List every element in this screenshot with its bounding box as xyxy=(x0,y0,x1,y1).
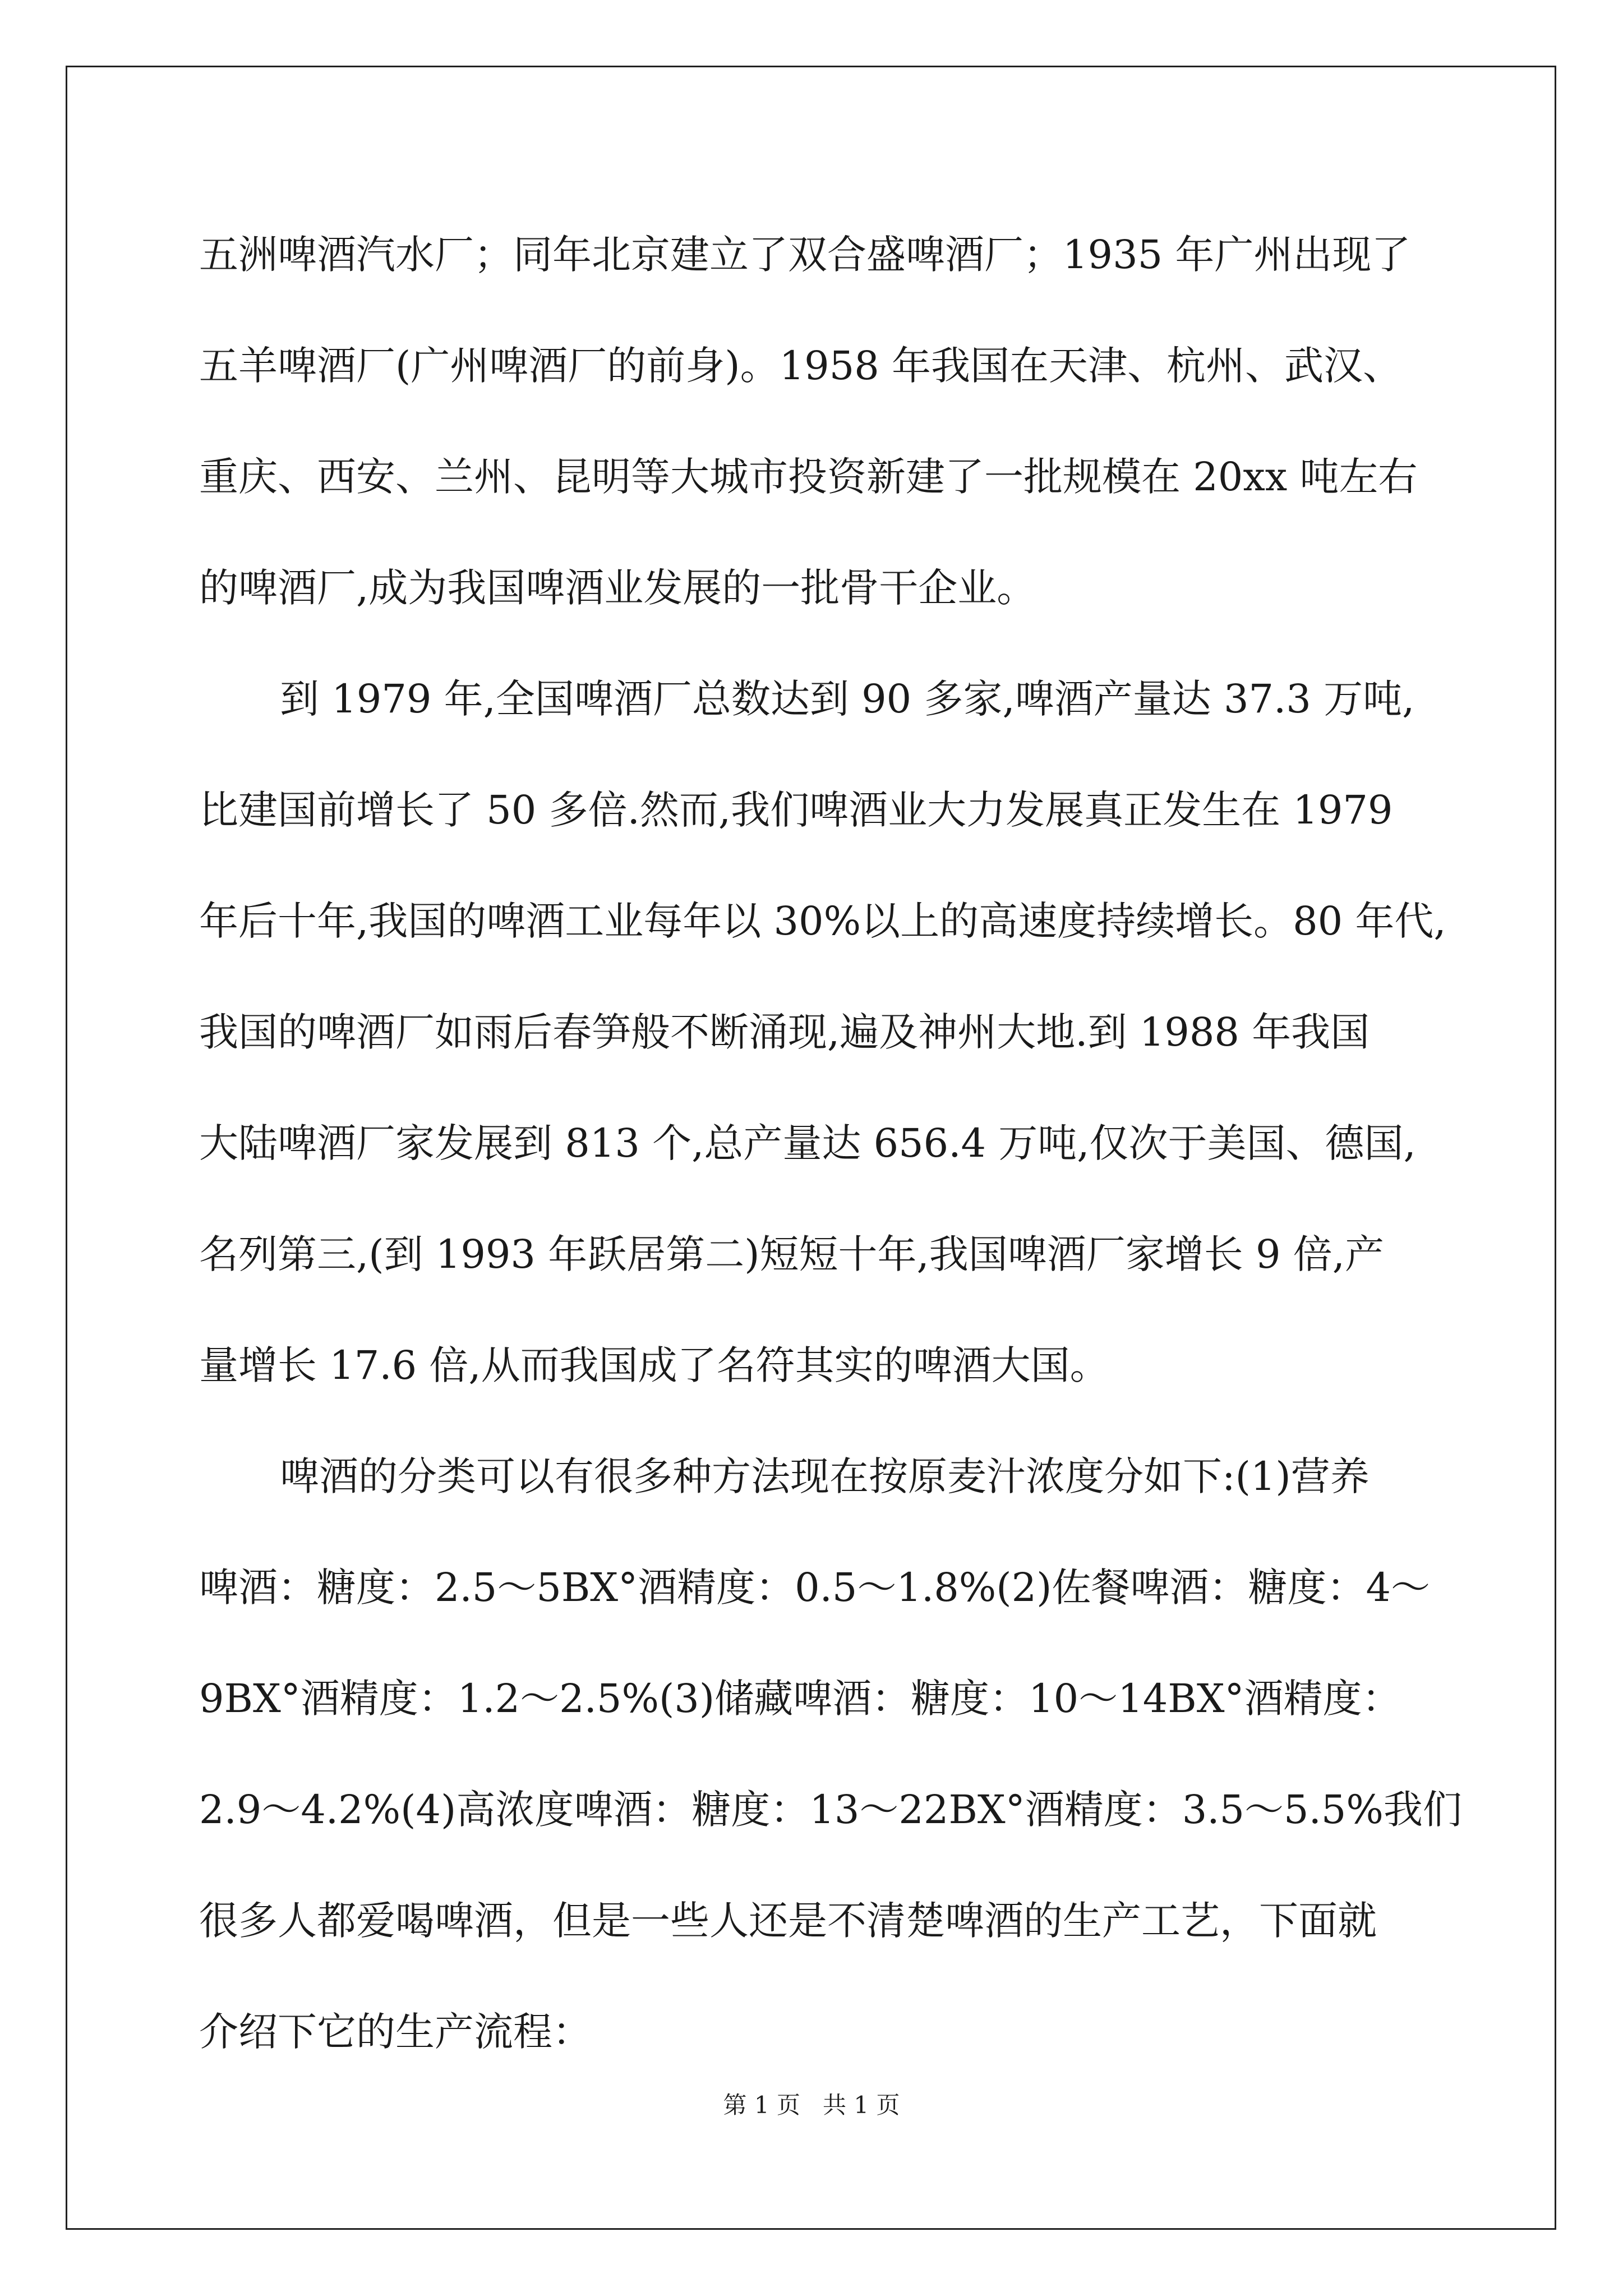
page-footer: 第 1 页 共 1 页 xyxy=(723,2091,900,2119)
text-line: 重庆、西安、兰州、昆明等大城市投资新建了一批规模在 20xx 吨左右 xyxy=(199,454,1418,500)
text-line: 大陆啤酒厂家发展到 813 个,总产量达 656.4 万吨,仅次于美国、德国, xyxy=(199,1120,1416,1166)
document-body xyxy=(199,199,1462,2087)
text-line: 啤酒：糖度：2.5～5BX°酒精度：0.5～1.8%(2)佐餐啤酒：糖度：4～ xyxy=(199,1565,1430,1611)
text-line: 五羊啤酒厂(广州啤酒厂的前身)。1958 年我国在天津、杭州、武汉、 xyxy=(199,343,1403,389)
text-line: 啤酒的分类可以有很多种方法现在按原麦汁浓度分如下:(1)营养 xyxy=(280,1453,1370,1499)
text-line: 年后十年,我国的啤酒工业每年以 30%以上的高速度持续增长。80 年代, xyxy=(199,898,1446,944)
text-line: 量增长 17.6 倍,从而我国成了名符其实的啤酒大国。 xyxy=(199,1342,1109,1388)
text-line: 很多人都爱喝啤酒，但是一些人还是不清楚啤酒的生产工艺，下面就 xyxy=(199,1898,1377,1944)
text-line: 到 1979 年,全国啤酒厂总数达到 90 多家,啤酒产量达 37.3 万吨, xyxy=(280,676,1415,722)
text-line: 五洲啤酒汽水厂；同年北京建立了双合盛啤酒厂；1935 年广州出现了 xyxy=(199,232,1411,278)
text-line: 比建国前增长了 50 多倍.然而,我们啤酒业大力发展真正发生在 1979 xyxy=(199,787,1393,833)
text-line: 名列第三,(到 1993 年跃居第二)短短十年,我国啤酒厂家增长 9 倍,产 xyxy=(199,1231,1385,1277)
text-line: 我国的啤酒厂如雨后春笋般不断涌现,遍及神州大地.到 1988 年我国 xyxy=(199,1009,1370,1055)
text-line: 介绍下它的生产流程： xyxy=(199,2009,592,2055)
text-line: 2.9～4.2%(4)高浓度啤酒：糖度：13～22BX°酒精度：3.5～5.5%我们 xyxy=(199,1787,1462,1833)
text-line: 的啤酒厂,成为我国啤酒业发展的一批骨干企业。 xyxy=(199,565,1036,611)
text-line: 9BX°酒精度：1.2～2.5%(3)储藏啤酒：糖度：10～14BX°酒精度： xyxy=(199,1676,1401,1722)
